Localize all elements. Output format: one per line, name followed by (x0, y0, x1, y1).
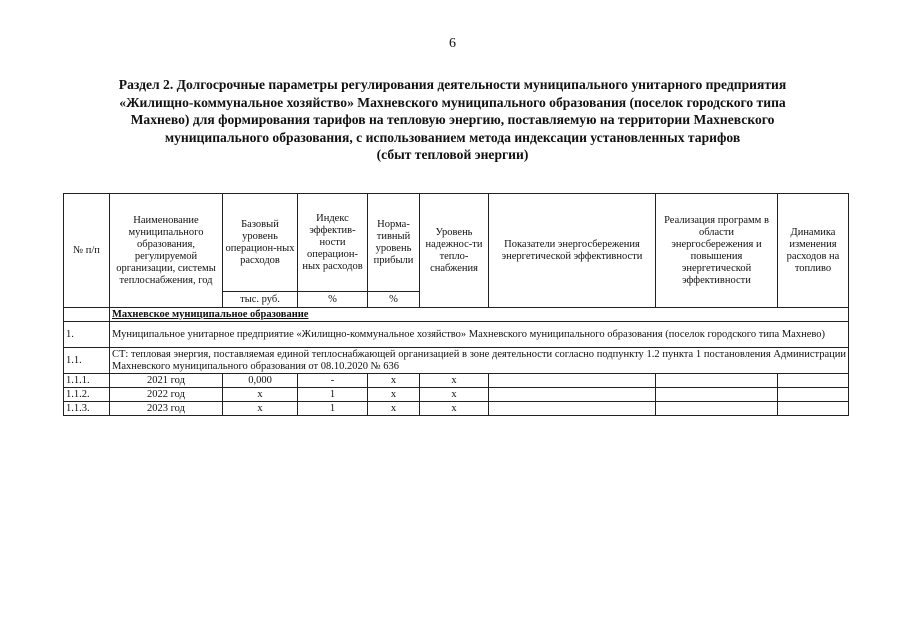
row-norm: x (368, 388, 420, 402)
header-energy: Показатели энергосбережения энергетической эффективности (489, 194, 656, 308)
org-num: 1. (64, 322, 110, 348)
row-num: 1.1.2. (64, 388, 110, 402)
org-row (64, 322, 849, 348)
row-norm: x (368, 402, 420, 416)
cell-empty (489, 388, 656, 402)
header-fuel: Динамика изменения расходов на топливо (778, 194, 849, 308)
table-row (64, 388, 849, 402)
title-line: (сбыт тепловой энергии) (376, 147, 529, 162)
unit-base: тыс. руб. (223, 292, 298, 308)
header-program: Реализация программ в области энергосбережения и повышения энергетической эффективности (656, 194, 778, 308)
cell-empty (656, 402, 778, 416)
header-base: Базовый уровень операцион-ных расходов (223, 194, 298, 292)
header-norm: Норма-тивный уровень прибыли (368, 194, 420, 292)
row-base: x (223, 402, 298, 416)
row-index: 1 (298, 402, 368, 416)
title-line: «Жилищно-коммунальное хозяйство» Махневского муниципального образования (поселок городского типа (119, 94, 786, 110)
header-name: Наименование муниципального образования, регулируемой организации, системы теплоснабжения, год (110, 194, 223, 308)
header-row (64, 194, 849, 292)
cell-empty (64, 308, 110, 322)
org-text: Муниципальное унитарное предприятие «Жилищно-коммунальное хозяйство» Махневского муниципального образования (поселок городского типа Махнево) (110, 322, 849, 348)
row-year: 2022 год (110, 388, 223, 402)
row-year: 2021 год (110, 374, 223, 388)
cell-empty (489, 374, 656, 388)
row-reliability: x (420, 402, 489, 416)
cell-empty (778, 374, 849, 388)
row-num: 1.1.1. (64, 374, 110, 388)
row-index: - (298, 374, 368, 388)
row-num: 1.1.3. (64, 402, 110, 416)
row-norm: x (368, 374, 420, 388)
row-reliability: x (420, 374, 489, 388)
unit-index: % (298, 292, 368, 308)
cell-empty (778, 388, 849, 402)
header-reliability: Уровень надежнос-ти тепло-снабжения (420, 194, 489, 308)
cell-empty (489, 402, 656, 416)
row-base: x (223, 388, 298, 402)
title-line: Махнево) для формирования тарифов на тепловую энергию, поставляемую на территории Махневского (130, 112, 775, 127)
group-title: Махневское муниципальное образование (110, 308, 849, 322)
title-line: муниципального образования, с использованием метода индексации установленных тарифов (164, 129, 741, 145)
page-number: 6 (449, 36, 456, 51)
ct-row (64, 348, 849, 374)
ct-text: СТ: тепловая энергия, поставляемая единой теплоснабжающей организацией в зоне деятельности согласно подпункту 1.2 пункта 1 постановления Администрации Махневского муниципального образования от 08.10.2020 № 636 (110, 348, 849, 374)
title-line: Раздел 2. Долгосрочные параметры регулирования деятельности муниципального унитарного предприятия (118, 77, 787, 92)
row-reliability: x (420, 388, 489, 402)
table-row (64, 374, 849, 388)
row-base: 0,000 (223, 374, 298, 388)
row-year: 2023 год (110, 402, 223, 416)
table-row (64, 402, 849, 416)
header-index: Индекс эффектив-ности операцион-ных расходов (298, 194, 368, 292)
cell-empty (778, 402, 849, 416)
unit-norm: % (368, 292, 420, 308)
header-num: № п/п (64, 194, 110, 308)
cell-empty (656, 374, 778, 388)
group-row (64, 308, 849, 322)
tariff-parameters-table (63, 193, 849, 416)
ct-num: 1.1. (64, 348, 110, 374)
row-index: 1 (298, 388, 368, 402)
section-title (60, 76, 845, 164)
cell-empty (656, 388, 778, 402)
